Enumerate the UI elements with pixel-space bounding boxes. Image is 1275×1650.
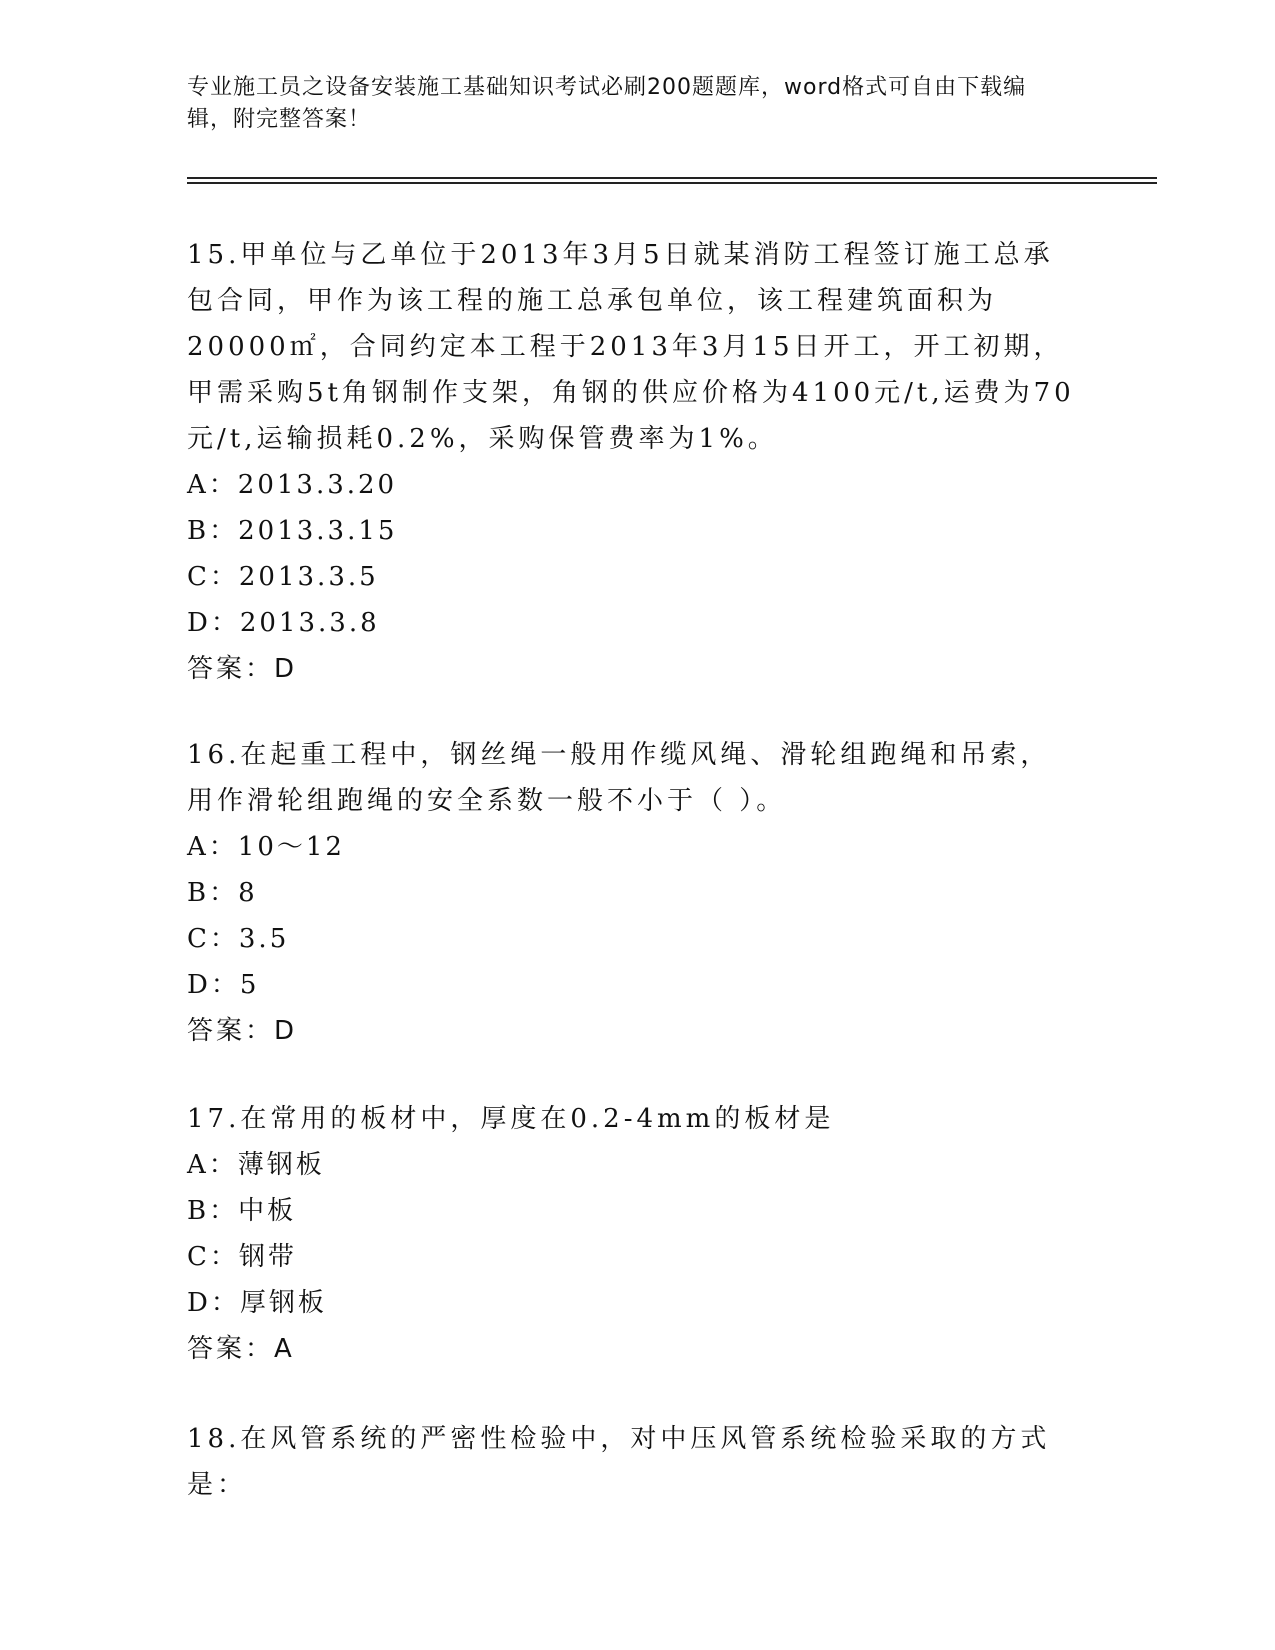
option-a: A：薄钢板 [187, 1150, 325, 1180]
question-stem: 18.在风管系统的严密性检验中，对中压风管系统检验采取的方式是： [187, 1424, 1051, 1500]
question-17 [187, 1096, 1077, 1372]
option-b: B：8 [187, 878, 258, 908]
option-b: B：2013.3.15 [187, 516, 398, 546]
answer: 答案：A [187, 1334, 295, 1364]
option-d: D：2013.3.8 [187, 608, 380, 638]
option-a: A：2013.3.20 [187, 470, 398, 500]
answer: 答案：D [187, 1016, 298, 1046]
question-15 [187, 232, 1077, 692]
option-c: C：钢带 [187, 1242, 297, 1272]
option-a: A：10～12 [187, 832, 345, 862]
option-d: D：5 [187, 970, 260, 1000]
question-stem: 16.在起重工程中，钢丝绳一般用作缆风绳、滑轮组跑绳和吊索，用作滑轮组跑绳的安全系数一般不小于（ ）。 [187, 740, 1051, 816]
option-b: B：中板 [187, 1196, 297, 1226]
question-stem: 15.甲单位与乙单位于2013年3月5日就某消防工程签订施工总承包合同，甲作为该工程的施工总承包单位，该工程建筑面积为20000㎡，合同约定本工程于2013年3月15日开工，开工初期，甲需采购5t角钢制作支架，角钢的供应价格为4100元/t,运费为70元/t,运输损耗0.2%，采购保管费率为1%。 [187, 240, 1075, 454]
question-16 [187, 732, 1077, 1054]
option-c: C：2013.3.5 [187, 562, 379, 592]
question-18 [187, 1416, 1077, 1508]
option-c: C：3.5 [187, 924, 290, 954]
document-header: 专业施工员之设备安装施工基础知识考试必刷200题题库，word格式可自由下载编辑，附完整答案！ [187, 75, 1027, 132]
header-divider-top [187, 177, 1157, 179]
question-stem: 17.在常用的板材中，厚度在0.2-4mm的板材是 [187, 1104, 835, 1134]
answer: 答案：D [187, 654, 298, 684]
header-divider-bottom [187, 182, 1157, 184]
option-d: D：厚钢板 [187, 1288, 327, 1318]
